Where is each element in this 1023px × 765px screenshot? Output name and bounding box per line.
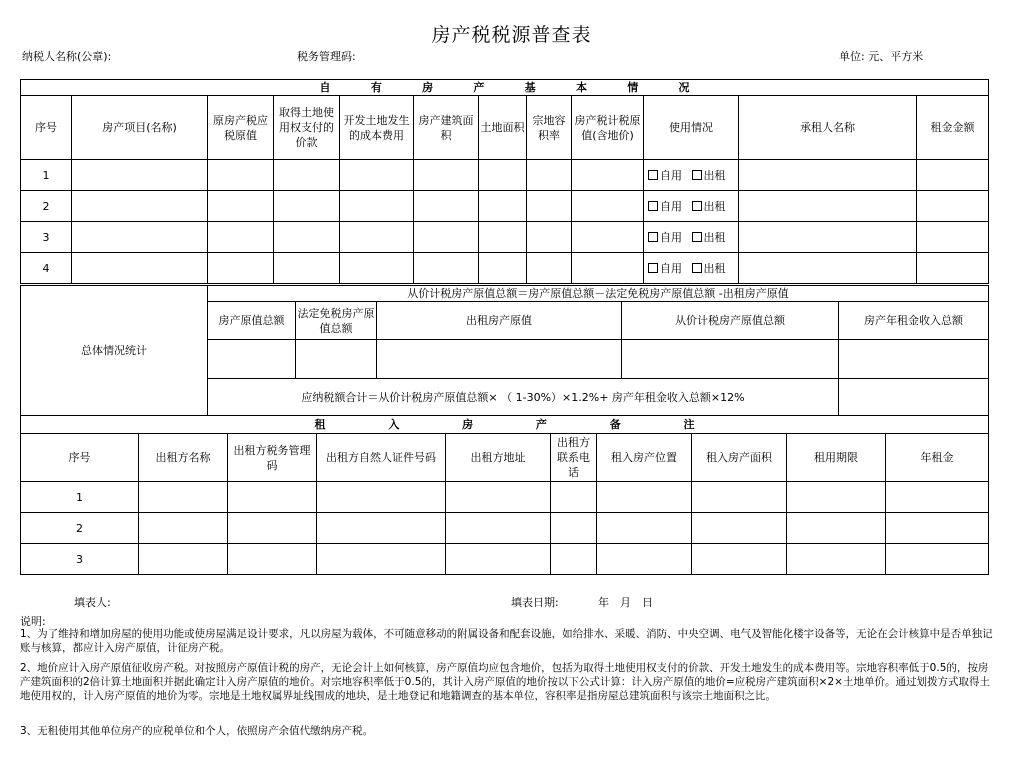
col-header: 租用期限	[787, 434, 886, 482]
input-cell[interactable]	[787, 513, 886, 544]
row-number: 2	[21, 513, 139, 544]
col-header: 出租方自然人证件号码	[317, 434, 446, 482]
col-header: 从价计税房产原值总额	[622, 302, 839, 340]
taxpayer-label: 纳税人名称(公章):	[22, 50, 112, 63]
input-cell[interactable]	[692, 513, 787, 544]
input-cell[interactable]	[208, 191, 274, 222]
row-number: 1	[21, 482, 139, 513]
col-header: 使用情况	[644, 96, 739, 160]
table-row	[21, 222, 989, 253]
self-use-checkbox[interactable]	[648, 263, 658, 273]
col-header: 承租人名称	[739, 96, 917, 160]
input-cell[interactable]	[551, 544, 597, 575]
row-number: 1	[21, 160, 72, 191]
input-cell[interactable]	[414, 160, 479, 191]
input-cell[interactable]	[274, 191, 340, 222]
input-cell[interactable]	[917, 222, 989, 253]
input-cell[interactable]	[479, 222, 527, 253]
input-cell[interactable]	[479, 253, 527, 284]
rent-checkbox[interactable]	[692, 170, 702, 180]
col-header: 房产项目(名称)	[72, 96, 208, 160]
input-cell[interactable]	[228, 513, 317, 544]
col-header: 出租方联系电话	[551, 434, 597, 482]
input-cell[interactable]	[274, 160, 340, 191]
row-number: 3	[21, 544, 139, 575]
col-header: 序号	[21, 96, 72, 160]
input-cell[interactable]	[527, 222, 572, 253]
input-cell[interactable]	[479, 160, 527, 191]
input-cell[interactable]	[551, 513, 597, 544]
input-cell[interactable]	[572, 160, 644, 191]
col-header: 房产建筑面积	[414, 96, 479, 160]
input-cell[interactable]	[739, 160, 917, 191]
input-cell[interactable]	[739, 191, 917, 222]
date-units: 年 月 日	[598, 596, 653, 609]
leased-property-table	[20, 415, 989, 575]
owned-property-table	[20, 79, 989, 284]
usage-cell: 自用 出租	[644, 191, 739, 222]
col-header: 房产年租金收入总额	[839, 302, 989, 340]
input-cell[interactable]	[72, 253, 208, 284]
note-2: 2、地价应计入房产原值征收房产税。对按照房产原值计税的房产，无论会计上如何核算，房产原值均应包含地价，包括为取得土地使用权支付的价款、开发土地发生的成本费用等。宗地容积率低于0.5的，按房产建筑面积的2倍计算土地面积并据此确定计入房产原值的地价。对宗地容积率低于0.5的，其计入房产原值的地价按以下公式计算：计入房产原值的地价=应税房产建筑面积×2×土地单价。通过划拨方式取得土地使用权的，计入房产原值的地价为零。宗地是土地权属界址线围成的地块，是土地登记和地籍调查的基本单位，容积率是指房屋总建筑面积与该宗土地面积之比。	[20, 662, 990, 702]
input-cell[interactable]	[139, 482, 228, 513]
input-cell[interactable]	[886, 482, 989, 513]
usage-cell: 自用 出租	[644, 160, 739, 191]
col-header: 出租方地址	[446, 434, 551, 482]
input-cell[interactable]	[274, 222, 340, 253]
input-cell[interactable]	[340, 253, 414, 284]
input-cell[interactable]	[886, 513, 989, 544]
input-cell[interactable]	[340, 222, 414, 253]
col-header: 租金金额	[917, 96, 989, 160]
input-cell[interactable]	[597, 482, 692, 513]
note-1: 1、为了维持和增加房屋的使用功能或使房屋满足设计要求，凡以房屋为载体，不可随意移动的附属设备和配套设施，如给排水、采暖、消防、中央空调、电气及智能化楼宇设备等，无论在会计核算中是否单独记账与核算，都应计入房产原值，计征房产税。	[20, 628, 993, 654]
input-cell[interactable]	[340, 160, 414, 191]
table-row	[21, 191, 989, 222]
input-cell[interactable]	[572, 191, 644, 222]
col-header: 出租房产原值	[377, 302, 622, 340]
input-cell[interactable]	[208, 340, 296, 379]
input-cell[interactable]	[208, 253, 274, 284]
tax-code-label: 税务管理码:	[297, 50, 356, 63]
col-header: 取得土地使用权支付的价款	[274, 96, 340, 160]
input-cell[interactable]	[739, 222, 917, 253]
col-header: 房产税计税原值(含地价)	[572, 96, 644, 160]
filler-label: 填表人:	[74, 596, 111, 609]
input-cell[interactable]	[597, 513, 692, 544]
section-leased-title: 租 入 房 产 备 注	[21, 416, 989, 434]
input-cell[interactable]	[839, 379, 989, 416]
unit-label: 单位: 元、平方米	[839, 50, 924, 63]
col-header: 原房产税应税原值	[208, 96, 274, 160]
input-cell[interactable]	[886, 544, 989, 575]
table-row	[21, 544, 989, 575]
usage-cell: 自用 出租	[644, 253, 739, 284]
input-cell[interactable]	[296, 340, 377, 379]
section-owned-title: 自 有 房 产 基 本 情 况	[21, 80, 989, 96]
input-cell[interactable]	[527, 253, 572, 284]
page-title: 房产税税源普查表	[431, 24, 592, 46]
input-cell[interactable]	[597, 544, 692, 575]
col-header: 土地面积	[479, 96, 527, 160]
input-cell[interactable]	[572, 253, 644, 284]
row-number: 3	[21, 222, 72, 253]
input-cell[interactable]	[208, 160, 274, 191]
input-cell[interactable]	[139, 544, 228, 575]
col-header: 序号	[21, 434, 139, 482]
rent-checkbox[interactable]	[692, 232, 702, 242]
input-cell[interactable]	[917, 191, 989, 222]
input-cell[interactable]	[208, 222, 274, 253]
input-cell[interactable]	[139, 513, 228, 544]
self-use-checkbox[interactable]	[648, 201, 658, 211]
input-cell[interactable]	[446, 544, 551, 575]
col-header: 宗地容积率	[527, 96, 572, 160]
input-cell[interactable]	[317, 544, 446, 575]
table-row	[21, 513, 989, 544]
col-header: 租入房产位置	[597, 434, 692, 482]
input-cell[interactable]	[228, 544, 317, 575]
input-cell[interactable]	[377, 340, 622, 379]
input-cell[interactable]	[72, 160, 208, 191]
input-cell[interactable]	[527, 160, 572, 191]
input-cell[interactable]	[787, 544, 886, 575]
input-cell[interactable]	[446, 513, 551, 544]
input-cell[interactable]	[692, 544, 787, 575]
col-header: 租入房产面积	[692, 434, 787, 482]
input-cell[interactable]	[527, 191, 572, 222]
col-header: 法定免税房产原值总额	[296, 302, 377, 340]
self-use-checkbox[interactable]	[648, 170, 658, 180]
rent-checkbox[interactable]	[692, 201, 702, 211]
table-row	[21, 160, 989, 191]
table-row	[21, 482, 989, 513]
input-cell[interactable]	[414, 253, 479, 284]
summary-table	[20, 285, 989, 416]
input-cell[interactable]	[917, 253, 989, 284]
input-cell[interactable]	[414, 222, 479, 253]
formula-tax-payable: 应纳税额合计＝从价计税房产原值总额× （ 1-30%）×1.2%+ 房产年租金收入总额×12%	[208, 379, 839, 416]
rent-checkbox[interactable]	[692, 263, 702, 273]
input-cell[interactable]	[340, 191, 414, 222]
input-cell[interactable]	[317, 513, 446, 544]
summary-label: 总体情况统计	[21, 286, 208, 416]
input-cell[interactable]	[479, 191, 527, 222]
self-use-checkbox[interactable]	[648, 232, 658, 242]
row-number: 4	[21, 253, 72, 284]
input-cell[interactable]	[446, 482, 551, 513]
input-cell[interactable]	[317, 482, 446, 513]
input-cell[interactable]	[787, 482, 886, 513]
col-header: 出租方名称	[139, 434, 228, 482]
input-cell[interactable]	[551, 482, 597, 513]
row-number: 2	[21, 191, 72, 222]
col-header: 年租金	[886, 434, 989, 482]
usage-cell: 自用 出租	[644, 222, 739, 253]
input-cell[interactable]	[414, 191, 479, 222]
input-cell[interactable]	[572, 222, 644, 253]
input-cell[interactable]	[72, 191, 208, 222]
col-header: 开发土地发生的成本费用	[340, 96, 414, 160]
table-row	[21, 253, 989, 284]
formula-taxable-value: 从价计税房产原值总额＝房产原值总额－法定免税房产原值总额 -出租房产原值	[208, 286, 989, 302]
note-3: 3、无租使用其他单位房产的应税单位和个人，依照房产余值代缴纳房产税。	[20, 725, 374, 737]
input-cell[interactable]	[622, 340, 839, 379]
date-label: 填表日期:	[511, 596, 559, 609]
input-cell[interactable]	[917, 160, 989, 191]
input-cell[interactable]	[692, 482, 787, 513]
input-cell[interactable]	[274, 253, 340, 284]
col-header: 出租方税务管理码	[228, 434, 317, 482]
input-cell[interactable]	[839, 340, 989, 379]
input-cell[interactable]	[739, 253, 917, 284]
notes-title: 说明:	[20, 615, 46, 628]
input-cell[interactable]	[228, 482, 317, 513]
col-header: 房产原值总额	[208, 302, 296, 340]
input-cell[interactable]	[72, 222, 208, 253]
